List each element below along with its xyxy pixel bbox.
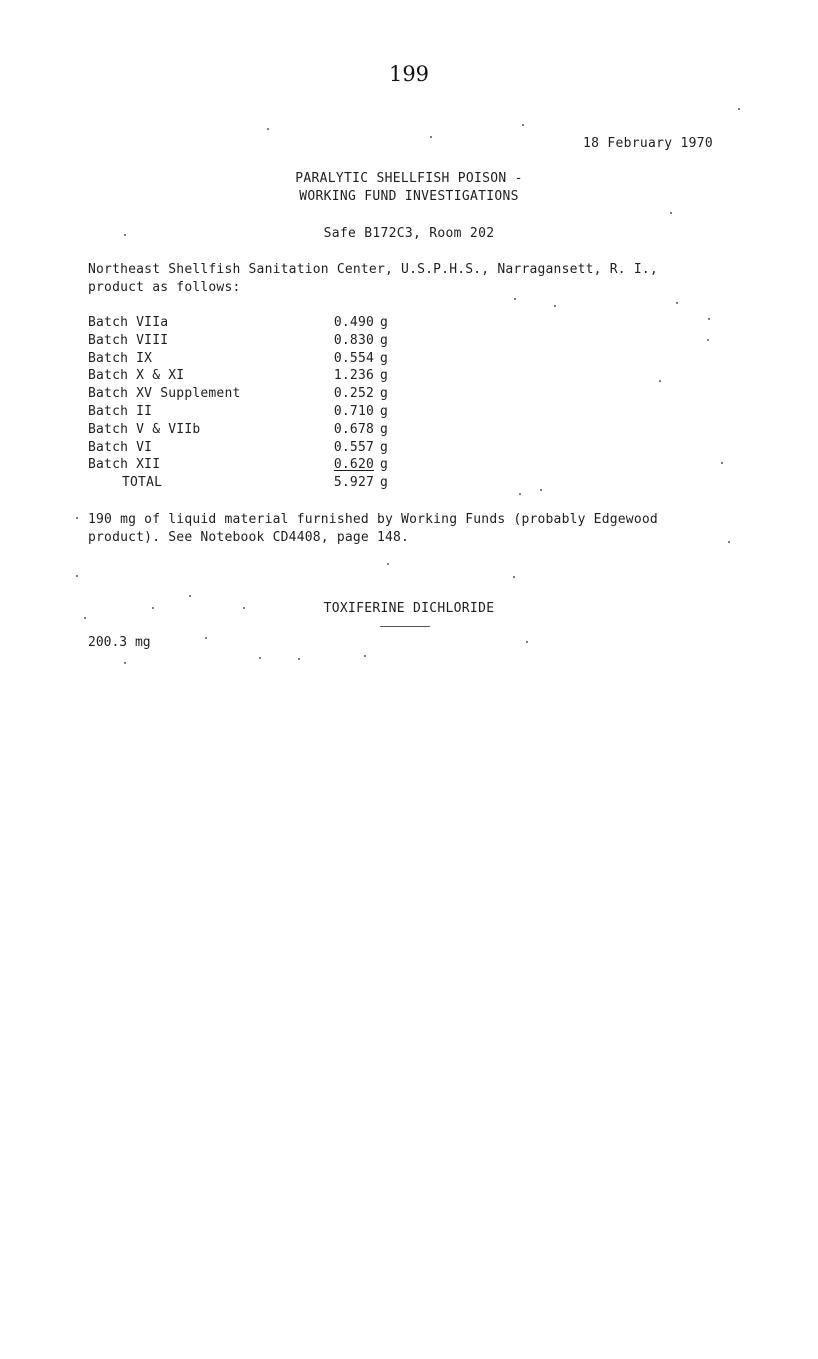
scan-speck (84, 617, 86, 619)
scan-speck (76, 575, 78, 577)
source-paragraph-line-2: product as follows: (88, 280, 241, 295)
batch-row (88, 439, 394, 457)
batch-weight: 1.236 (333, 368, 374, 384)
batch-unit: g (380, 332, 389, 348)
scan-speck (540, 489, 542, 491)
batch-weight: 0.620 (333, 457, 374, 473)
batch-unit: g (380, 368, 389, 384)
source-paragraph-line-1: Northeast Shellfish Sanitation Center, U.S.P.H.S., Narragansett, R. I., (88, 262, 658, 277)
batch-row (88, 421, 394, 439)
batch-name: Batch V & VIIb (88, 421, 201, 437)
scan-speck (708, 318, 710, 320)
batch-row (88, 314, 394, 332)
scan-speck (430, 136, 432, 138)
batch-name: Batch II (88, 403, 153, 419)
scan-speck (152, 607, 154, 609)
batch-weight: 0.554 (333, 350, 374, 366)
note-paragraph-line-2: product). See Notebook CD4408, page 148. (88, 530, 410, 545)
batch-name: Batch VIIa (88, 315, 169, 330)
scan-speck (738, 108, 740, 110)
scan-speck (514, 298, 516, 300)
scan-speck (189, 595, 191, 597)
scan-speck (721, 462, 723, 464)
total-unit: g (380, 475, 389, 491)
batch-name: Batch X & XI (88, 368, 185, 384)
batch-weight: 0.490 (333, 315, 374, 330)
scan-speck (519, 493, 521, 495)
scan-speck (259, 657, 261, 659)
scan-speck (124, 234, 126, 236)
scan-speck (76, 517, 78, 519)
scan-speck (243, 607, 245, 609)
scan-speck (728, 541, 730, 543)
scan-speck (707, 339, 709, 341)
note-paragraph (88, 511, 728, 547)
scan-speck (659, 380, 661, 382)
toxiferine-heading: TOXIFERINE DICHLORIDE (323, 601, 495, 616)
psp-heading (0, 170, 818, 206)
batch-name: Batch IX (88, 350, 153, 366)
note-paragraph-line-1: 190 mg of liquid material furnished by Working Funds (probably Edgewood (88, 512, 658, 527)
batch-unit: g (380, 315, 389, 330)
source-paragraph (88, 261, 728, 297)
batch-unit: g (380, 403, 389, 419)
scan-speck (526, 641, 528, 643)
page-number: 199 (388, 62, 430, 86)
document-date: 18 February 1970 (582, 136, 713, 151)
batch-weight: 0.830 (333, 332, 374, 348)
batch-unit: g (380, 439, 389, 455)
scan-speck (364, 655, 366, 657)
toxiferine-amount: 200.3 mg (88, 635, 151, 650)
batch-unit: g (380, 421, 389, 437)
scan-speck (387, 563, 389, 565)
scan-speck (670, 212, 672, 214)
batch-unit: g (380, 457, 389, 473)
total-label: TOTAL (122, 475, 163, 491)
scan-speck (554, 305, 556, 307)
batch-row (88, 385, 394, 403)
scan-speck (124, 662, 126, 664)
scan-speck (205, 637, 207, 639)
total-weight: 5.927 (333, 475, 374, 491)
batch-row (88, 403, 394, 421)
batch-row (88, 456, 394, 474)
batch-unit: g (380, 386, 389, 402)
batch-weight: 0.252 (333, 386, 374, 402)
scan-speck (298, 658, 300, 660)
scan-speck (522, 124, 524, 126)
batch-unit: g (380, 350, 389, 366)
batch-table (88, 314, 394, 492)
psp-heading-line-1: PARALYTIC SHELLFISH POISON - (295, 171, 523, 186)
scan-speck (380, 626, 430, 627)
batch-weight: 0.678 (333, 421, 374, 437)
batch-row (88, 367, 394, 385)
scan-speck (513, 576, 515, 578)
batch-name: Batch VIII (88, 332, 169, 348)
batch-name: Batch XII (88, 457, 161, 473)
total-row (88, 474, 394, 492)
batch-row (88, 332, 394, 350)
batch-weight: 0.557 (333, 439, 374, 455)
scan-speck (676, 302, 678, 304)
psp-heading-line-2: WORKING FUND INVESTIGATIONS (299, 189, 519, 204)
batch-name: Batch XV Supplement (88, 386, 241, 402)
safe-location: Safe B172C3, Room 202 (323, 226, 495, 241)
scan-speck (267, 128, 269, 130)
batch-name: Batch VI (88, 439, 153, 455)
batch-weight: 0.710 (333, 403, 374, 419)
batch-row (88, 350, 394, 368)
